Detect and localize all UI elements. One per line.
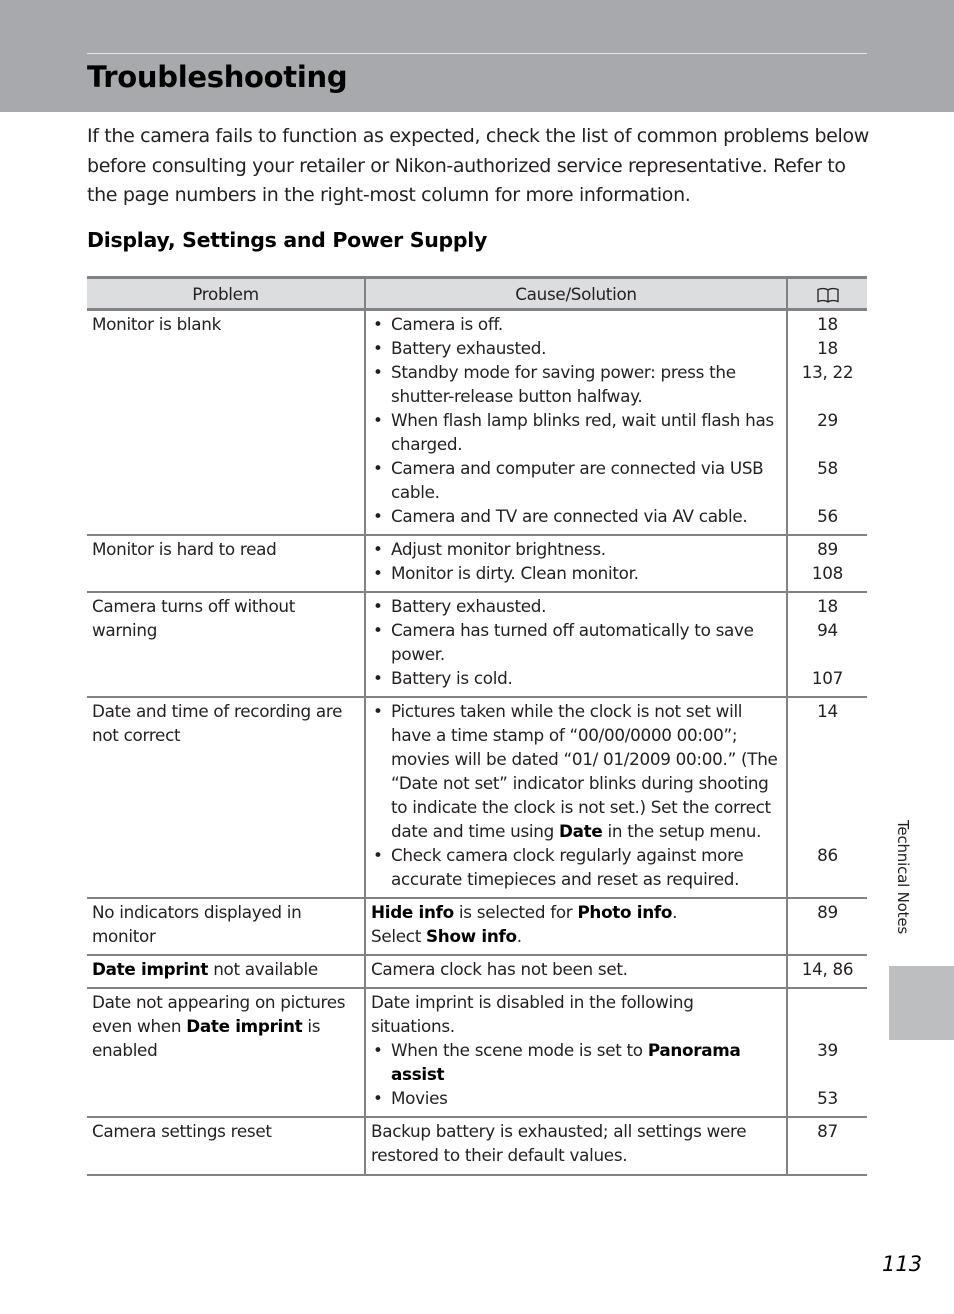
cause-cell xyxy=(365,592,787,697)
page-ref-cell xyxy=(787,898,867,955)
cause-item: • Camera has turned off automatically to save power. xyxy=(371,618,781,666)
setting-name: Date imprint xyxy=(186,1016,303,1036)
table-row xyxy=(87,955,867,988)
table-row xyxy=(87,535,867,592)
page-ref: 13, 22 xyxy=(801,362,854,382)
page-ref-cell xyxy=(787,535,867,592)
side-tab xyxy=(889,966,954,1040)
header-rule xyxy=(87,53,867,54)
page-ref-cell xyxy=(787,988,867,1117)
page-ref: 58 xyxy=(817,458,838,478)
cause-text: . xyxy=(672,902,678,922)
table-header-row xyxy=(87,278,867,310)
cause-text: in the setup menu. xyxy=(602,821,762,841)
cause-item xyxy=(371,1038,781,1086)
cause-line xyxy=(371,924,781,948)
page-ref-cell xyxy=(787,955,867,988)
table-row xyxy=(87,310,867,536)
table-row xyxy=(87,988,867,1117)
cause-item: • When flash lamp blinks red, wait until flash has charged. xyxy=(371,408,781,456)
cause-cell xyxy=(365,988,787,1117)
cause-item: • Battery is cold. xyxy=(371,666,781,690)
cause-item: • Battery exhausted. xyxy=(371,594,781,618)
cause-text: Select xyxy=(371,926,427,946)
page-title: Troubleshooting xyxy=(87,60,348,94)
cause-cell xyxy=(365,697,787,898)
cause-text: is selected for xyxy=(453,902,578,922)
cause-text: Pictures taken while the clock is not set will have a time stamp of “00/00/0000 00:00”; movies will be dated “01/ 01/2009 00:00.” (The “Date not set” indicator blinks during shooting to indicate the clock is not set.) Set the correct date and time using xyxy=(391,701,778,841)
page-ref: 29 xyxy=(817,410,838,430)
cause-item: • Battery exhausted. xyxy=(371,336,781,360)
problem-cell: Monitor is blank xyxy=(87,310,365,536)
cause-item: • Adjust monitor brightness. xyxy=(371,537,781,561)
page-number: 113 xyxy=(882,1252,923,1276)
page-ref: 89 xyxy=(817,902,838,922)
page-ref: 14 xyxy=(817,701,838,721)
cause-cell: Camera clock has not been set. xyxy=(365,955,787,988)
cause-item: • Camera is off. xyxy=(371,312,781,336)
cause-item: • Monitor is dirty. Clean monitor. xyxy=(371,561,781,585)
cause-text: When the scene mode is set to xyxy=(391,1040,648,1060)
page-ref: 108 xyxy=(811,563,844,583)
page-ref-cell xyxy=(787,697,867,898)
cause-cell xyxy=(365,535,787,592)
side-tab-label: Technical Notes xyxy=(894,820,912,934)
setting-name: Show info xyxy=(426,926,517,946)
page-ref: 18 xyxy=(817,596,838,616)
cause-intro: Date imprint is disabled in the following situations. xyxy=(371,992,694,1036)
table-row xyxy=(87,898,867,955)
cause-item: • Check camera clock regularly against more accurate timepieces and reset as required. xyxy=(371,843,781,891)
problem-text: is enabled xyxy=(92,1016,321,1060)
page-ref: 89 xyxy=(817,539,838,559)
header-band xyxy=(0,0,954,112)
cause-item: • Camera and TV are connected via AV cable. xyxy=(371,504,781,528)
problem-text: Date not appearing on pictures even when xyxy=(92,992,346,1036)
setting-name: Photo info xyxy=(577,902,673,922)
table-row xyxy=(87,1117,867,1175)
section-heading: Display, Settings and Power Supply xyxy=(87,228,488,252)
problem-cell xyxy=(87,988,365,1117)
header-cause-solution: Cause/Solution xyxy=(365,278,787,310)
intro-paragraph: If the camera fails to function as expected, check the list of common problems below before consulting your retailer or Nikon-authorized service representative. Refer to the page numbers in the right-most column for more information. xyxy=(87,125,869,206)
page-ref: 39 xyxy=(817,1040,838,1060)
page-ref: 53 xyxy=(817,1088,838,1108)
cause-text: . xyxy=(516,926,522,946)
book-reference-icon xyxy=(816,287,840,303)
page-ref-cell xyxy=(787,592,867,697)
page-ref: 18 xyxy=(817,314,838,334)
page-ref: 107 xyxy=(811,668,844,688)
setting-name: Date imprint xyxy=(92,959,209,979)
problem-cell: Camera settings reset xyxy=(87,1117,365,1175)
cause-line xyxy=(371,900,781,924)
page-ref: 56 xyxy=(817,506,838,526)
problem-text: not available xyxy=(208,959,318,979)
problem-cell: Camera turns off without warning xyxy=(87,592,365,697)
cause-item: • Standby mode for saving power: press the shutter-release button halfway. xyxy=(371,360,781,408)
page-ref: 18 xyxy=(817,338,838,358)
problem-cell: No indicators displayed in monitor xyxy=(87,898,365,955)
setting-name: Hide info xyxy=(371,902,454,922)
problem-cell xyxy=(87,955,365,988)
cause-item: • Camera and computer are connected via USB cable. xyxy=(371,456,781,504)
problem-cell: Date and time of recording are not correct xyxy=(87,697,365,898)
cause-item: • Movies xyxy=(371,1086,781,1110)
page-ref-cell xyxy=(787,1117,867,1175)
cause-cell: Backup battery is exhausted; all settings were restored to their default values. xyxy=(365,1117,787,1175)
header-page-reference xyxy=(787,278,867,310)
problem-cell: Monitor is hard to read xyxy=(87,535,365,592)
page-ref: 14, 86 xyxy=(801,959,854,979)
menu-item-name: Date xyxy=(559,821,603,841)
table-row xyxy=(87,697,867,898)
troubleshooting-table xyxy=(87,276,867,1176)
page-ref: 94 xyxy=(817,620,838,640)
page-ref-cell xyxy=(787,310,867,536)
table-row xyxy=(87,592,867,697)
cause-cell xyxy=(365,898,787,955)
cause-cell xyxy=(365,310,787,536)
page-ref: 87 xyxy=(817,1121,838,1141)
header-problem: Problem xyxy=(87,278,365,310)
page-ref: 86 xyxy=(817,845,838,865)
scene-mode-name: Panorama assist xyxy=(391,1040,741,1084)
cause-item xyxy=(371,699,781,843)
